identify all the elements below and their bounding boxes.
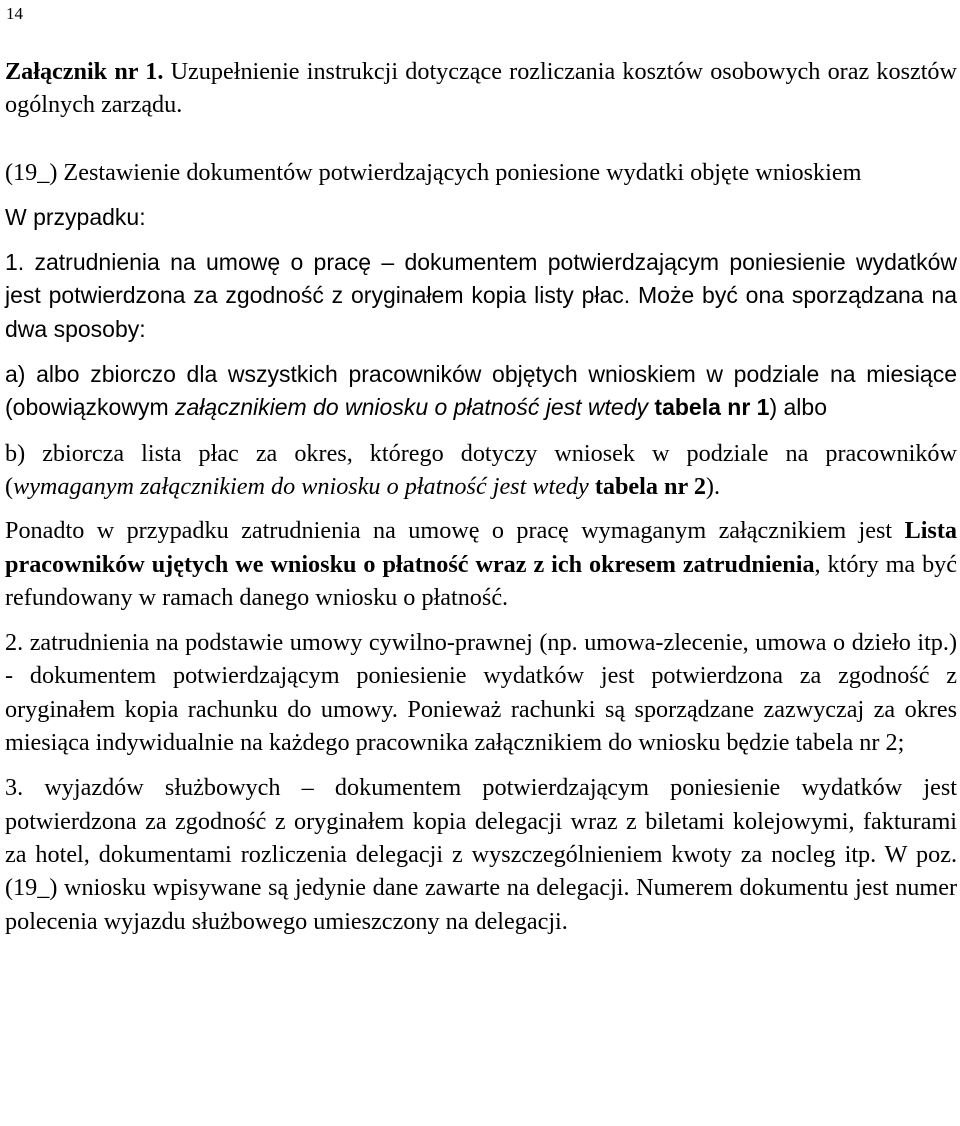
option-a xyxy=(5,358,957,425)
option-a-table-ref: tabela nr 1 xyxy=(654,394,770,421)
annex-heading-bold: Załącznik nr 1. xyxy=(5,58,164,85)
option-b-lead: b) zbiorcza lista płac za okres, którego dotyczy wniosek w podziale na pracowników ( xyxy=(5,439,957,500)
option-a-italic: załącznikiem do wniosku o płatność jest wtedy xyxy=(175,394,649,421)
document-body xyxy=(5,55,957,938)
section-title: (19_) Zestawienie dokumentów potwierdzających poniesione wydatki objęte wnioskiem xyxy=(5,158,862,186)
additional-tail: , który ma być refundowany w ramach danego wniosku o płatność. xyxy=(5,550,957,611)
option-b-tail: ). xyxy=(705,472,721,500)
case-intro: W przypadku: xyxy=(5,203,146,230)
page-number: 14 xyxy=(6,4,23,23)
option-a-tail: ) albo xyxy=(769,394,827,421)
annex-heading xyxy=(5,55,957,122)
option-b xyxy=(5,437,957,504)
employee-list-reference: Lista pracowników ujętych we wniosku o płatność wraz z ich okresem zatrudnienia xyxy=(5,517,957,578)
item-1-employment-contract: 1. zatrudnienia na umowę o pracę – dokumentem potwierdzającym poniesienie wydatków jest potwierdzona za zgodność z oryginałem kopia listy płac. Może być ona sporządzana na dwa sposoby: xyxy=(5,249,957,342)
additional-requirement xyxy=(5,514,957,614)
option-a-lead: a) albo zbiorczo dla wszystkich pracowników objętych wnioskiem w podziale na miesiące (obowiązkowym xyxy=(5,361,957,421)
item-2-civil-contract: 2. zatrudnienia na podstawie umowy cywilno-prawnej (np. umowa-zlecenie, umowa o dzieło itp.) - dokumentem potwierdzającym poniesienie wydatków jest potwierdzona za zgodność z oryginałem kopia rachunku do umowy. Ponieważ rachunki są sporządzane zazwyczaj za okres miesiąca indywidualnie na każdego pracownika załącznikiem do wniosku będzie tabela nr 2; xyxy=(5,629,957,757)
additional-lead: Ponadto w przypadku zatrudnienia na umowę o pracę wymaganym załącznikiem jest xyxy=(5,517,905,545)
item-3-business-trips: 3. wyjazdów służbowych – dokumentem potwierdzającym poniesienie wydatków jest potwierdzona za zgodność z oryginałem kopia delegacji wraz z biletami kolejowymi, fakturami za hotel, dokumentami rozliczenia delegacji z wyszczególnieniem kwoty za nocleg itp. W poz. (19_) wniosku wpisywane są jedynie dane zawarte na delegacji. Numerem dokumentu jest numer polecenia wyjazdu służbowego umieszczony na delegacji. xyxy=(5,774,957,935)
annex-heading-rest: Uzupełnienie instrukcji dotyczące rozliczania kosztów osobowych oraz kosztów ogólnych zarządu. xyxy=(5,58,957,119)
option-b-italic: wymaganym załącznikiem do wniosku o płatność jest wtedy xyxy=(13,472,589,500)
option-b-table-ref: tabela nr 2 xyxy=(594,472,706,500)
